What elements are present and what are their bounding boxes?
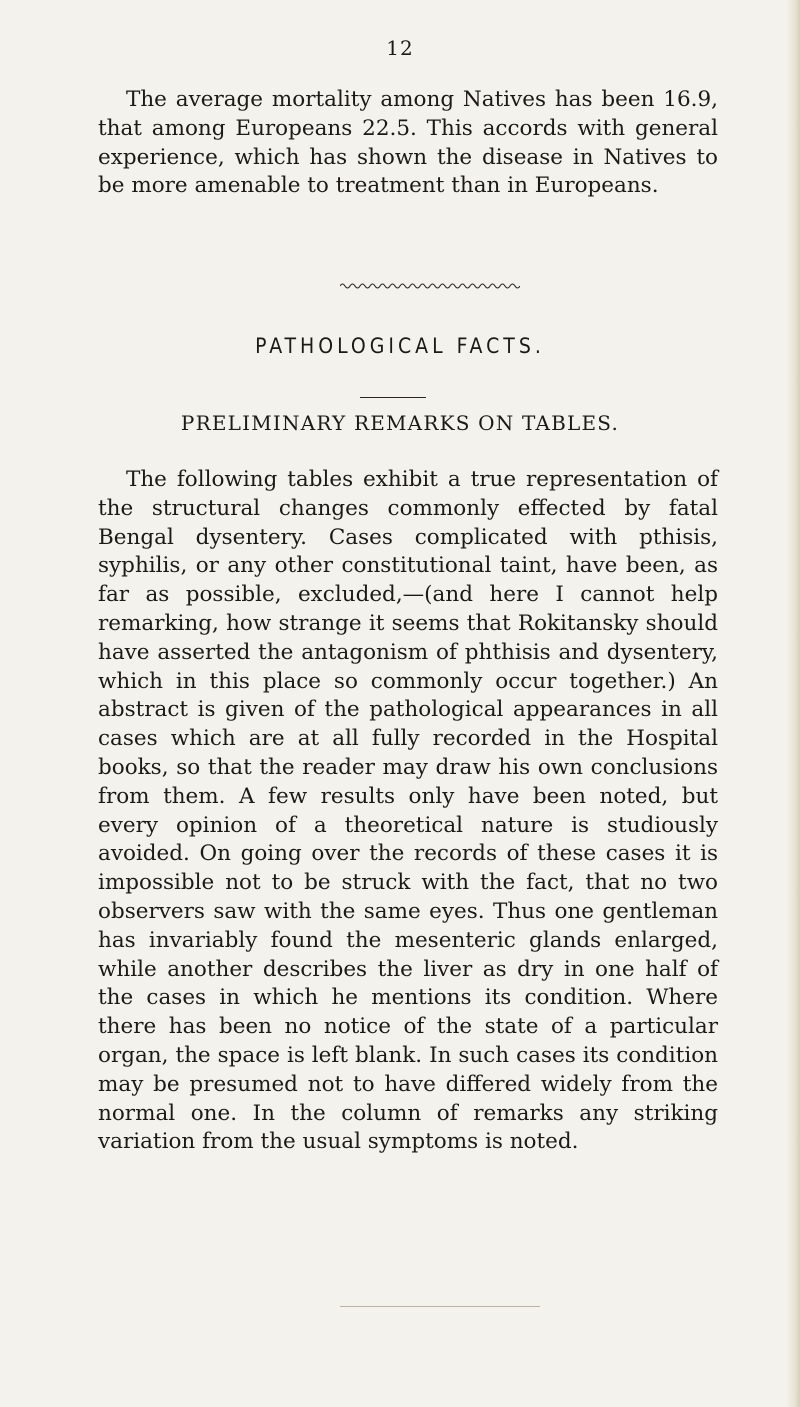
tables-paragraph: The following tables exhibit a true representation of the structural changes commonly effected by fatal Bengal dysentery. Cases complicated with pthisis, syphilis, or any other constitutional taint, have been, as far as possible, excluded,—(and here I cannot help remarking, how strange it seems that Rokitansky should have asserted the antagonism of phthisis and dysentery, which in this place so commonly occur together.) An abstract is given of the pathological appearances in all cases which are at all fully recorded in the Hospital books, so that the reader may draw his own conclusions from them. A few results only have been noted, but every opinion of a theoretical nature is studiously avoided. On going over the records of these cases it is impossible not to be struck with the fact, that no two observers saw with the same eyes. Thus one gentleman has invariably found the mesenteric glands enlarged, while another describes the liver as dry in one half of the cases in which he mentions its condition. Where there has been no notice of the state of a particular organ, the space is left blank. In such cases its condition may be presumed not to have differed widely from the normal one. In the column of remarks any striking variation from the usual symptoms is noted. [98, 467, 718, 1155]
bottom-divider [340, 1306, 540, 1307]
heading-divider [360, 397, 426, 398]
intro-paragraph: The average mortality among Natives has been 16.9, that among Europeans 22.5. This accords with general experience, which has shown the disease in Natives to be more amenable to treatment than in Europeans. [98, 87, 718, 199]
wavy-divider [340, 282, 520, 290]
page-number: 12 [386, 36, 414, 60]
subheading: PRELIMINARY REMARKS ON TABLES. [180, 411, 620, 435]
section-heading: PATHOLOGICAL FACTS. [255, 334, 545, 358]
page-edge-shadow [786, 0, 800, 1407]
